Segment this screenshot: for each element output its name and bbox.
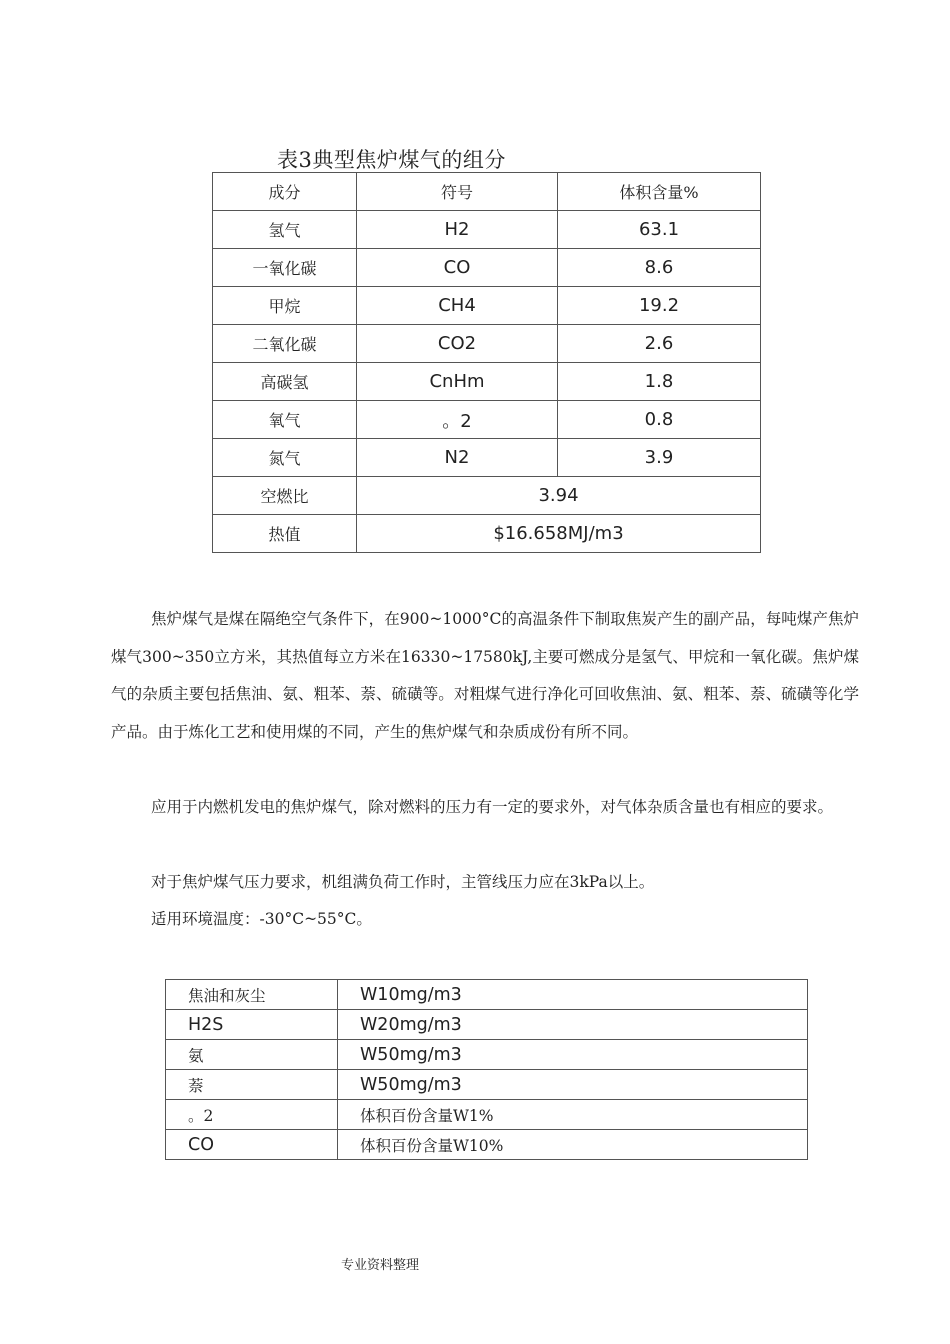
impurity-name: CO	[166, 1130, 338, 1160]
heating-value-label: 热值	[213, 515, 357, 553]
component-value: 8.6	[558, 249, 761, 287]
impurity-limit: W50mg/m3	[338, 1070, 808, 1100]
component-value: 2.6	[558, 325, 761, 363]
table-row	[213, 439, 761, 477]
paragraph-temperature: 适用环境温度：-30°C~55°C。	[151, 910, 372, 928]
table-row	[166, 1040, 808, 1070]
impurity-limit: 体积百份含量W1%	[338, 1100, 808, 1130]
table-row	[213, 401, 761, 439]
component-value: 1.8	[558, 363, 761, 401]
component-value: 0.8	[558, 401, 761, 439]
paragraph-impurity-requirement: 应用于内燃机发电的焦炉煤气，除对燃料的压力有一定的要求外，对气体杂质含量也有相应的要求。	[151, 798, 834, 816]
impurity-limit: W20mg/m3	[338, 1010, 808, 1040]
table-row	[166, 1070, 808, 1100]
impurity-name: 萘	[166, 1070, 338, 1100]
component-symbol: CnHm	[357, 363, 558, 401]
component-value: 3.9	[558, 439, 761, 477]
table-row	[213, 211, 761, 249]
impurity-limit: W50mg/m3	[338, 1040, 808, 1070]
component-name: 一氧化碳	[213, 249, 357, 287]
paragraph-pressure: 对于焦炉煤气压力要求，机组满负荷工作时，主管线压力应在3kPa以上。	[151, 873, 655, 891]
component-name: 氮气	[213, 439, 357, 477]
header-symbol: 符号	[357, 173, 558, 211]
table-row	[213, 325, 761, 363]
impurity-limit: W10mg/m3	[338, 980, 808, 1010]
component-value: 63.1	[558, 211, 761, 249]
component-symbol: CH4	[357, 287, 558, 325]
component-symbol: N2	[357, 439, 558, 477]
table-row	[166, 1130, 808, 1160]
table-row	[166, 1010, 808, 1040]
impurity-name: H2S	[166, 1010, 338, 1040]
component-name: 二氧化碳	[213, 325, 357, 363]
impurity-name: 焦油和灰尘	[166, 980, 338, 1010]
table-title: 表3典型焦炉煤气的组分	[277, 148, 506, 172]
impurity-name: 。2	[166, 1100, 338, 1130]
air-fuel-ratio-label: 空燃比	[213, 477, 357, 515]
gas-composition-table	[212, 172, 761, 553]
table-row	[166, 980, 808, 1010]
paragraph-intro: 焦炉煤气是煤在隔绝空气条件下，在900~1000°C的高温条件下制取焦炭产生的副产品，每吨煤产焦炉煤气300~350立方米，其热值每立方米在16330~17580kJ,主要可燃成分是氢气、甲烷和一氧化碳。焦炉煤气的杂质主要包括焦油、氨、粗苯、萘、硫磺等。对粗煤气进行净化可回收焦油、氨、粗苯、萘、硫磺等化学产品。由于炼化工艺和使用煤的不同，产生的焦炉煤气和杂质成份有所不同。	[111, 610, 859, 741]
air-fuel-ratio-value: 3.94	[357, 477, 761, 515]
impurity-limit-table	[165, 979, 808, 1160]
component-symbol: 。2	[357, 401, 558, 439]
heating-value-row	[213, 515, 761, 553]
heating-value-value: $16.658MJ/m3	[357, 515, 761, 553]
component-symbol: H2	[357, 211, 558, 249]
page-footer: 专业资料整理	[341, 1258, 420, 1273]
header-component: 成分	[213, 173, 357, 211]
impurity-name: 氨	[166, 1040, 338, 1070]
table-row	[213, 363, 761, 401]
impurity-limit: 体积百份含量W10%	[338, 1130, 808, 1160]
component-symbol: CO	[357, 249, 558, 287]
table-row	[213, 287, 761, 325]
air-fuel-ratio-row	[213, 477, 761, 515]
table-row	[213, 249, 761, 287]
header-volume-percent: 体积含量%	[558, 173, 761, 211]
table-header-row	[213, 173, 761, 211]
table-row	[166, 1100, 808, 1130]
component-name: 氢气	[213, 211, 357, 249]
component-name: 氧气	[213, 401, 357, 439]
component-name: 高碳氢	[213, 363, 357, 401]
component-value: 19.2	[558, 287, 761, 325]
component-symbol: CO2	[357, 325, 558, 363]
component-name: 甲烷	[213, 287, 357, 325]
